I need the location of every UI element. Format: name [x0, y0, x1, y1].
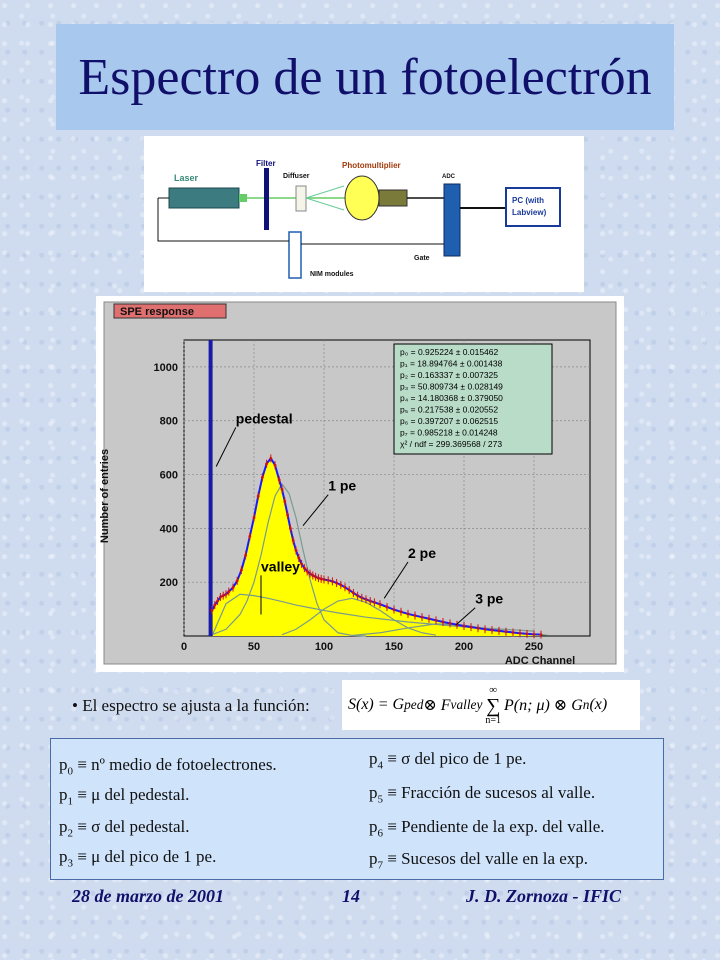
- y-tick-label: 400: [159, 523, 178, 536]
- pedestal-spike: [209, 340, 213, 636]
- sum-sign: ∑: [486, 694, 501, 717]
- param-p2: $p_2 \equiv \sigma$ del pedestal.: [59, 817, 190, 840]
- data-point: [236, 579, 239, 582]
- param-p0: $p_0$ ≡ nº medio de fotoelectrones.: [59, 755, 277, 778]
- data-point: [309, 572, 312, 575]
- data-point: [352, 592, 355, 595]
- data-point: [519, 632, 522, 635]
- data-point: [449, 622, 452, 625]
- data-point: [222, 594, 225, 597]
- beam-spread-2: [306, 198, 344, 210]
- data-point: [261, 476, 264, 479]
- data-point: [300, 562, 303, 565]
- data-point: [414, 614, 417, 617]
- fit-param-line: p₀ = 0.925224 ± 0.015462: [400, 347, 499, 357]
- data-point: [274, 464, 277, 467]
- data-point: [339, 583, 342, 586]
- data-point: [286, 514, 289, 517]
- diffuser-label: Diffuser: [283, 173, 310, 180]
- x-tick-label: 100: [314, 641, 334, 653]
- data-point: [344, 586, 347, 589]
- laser-box: [169, 188, 239, 208]
- data-point: [295, 549, 298, 552]
- annotation-label: pedestal: [235, 410, 293, 427]
- data-point: [240, 569, 243, 572]
- data-point: [219, 596, 222, 599]
- x-tick-label: 250: [524, 641, 544, 653]
- param-p3: $p_3 \equiv \mu$ del pico de 1 pe.: [59, 847, 217, 870]
- fit-param-line: p₂ = 0.163337 ± 0.007325: [400, 370, 499, 380]
- data-point: [283, 500, 286, 503]
- data-point: [505, 630, 508, 633]
- footer-author: J. D. Zornoza - IFIC: [466, 886, 622, 906]
- setup-diagram: [144, 136, 584, 292]
- pc-label-2: Labview): [512, 208, 547, 217]
- nim-module: [289, 232, 301, 278]
- pc-box: [506, 188, 560, 226]
- data-point: [407, 613, 410, 616]
- formula-rhs: P(n; μ) ⊗ G: [504, 697, 583, 714]
- data-point: [213, 604, 216, 607]
- y-tick-label: 800: [159, 415, 178, 428]
- data-point: [348, 589, 351, 592]
- data-point: [320, 578, 323, 581]
- pmt-window: [345, 176, 379, 220]
- data-point: [269, 457, 272, 460]
- beam-spread-1: [306, 186, 344, 198]
- data-point: [484, 628, 487, 631]
- data-point: [306, 570, 309, 573]
- data-point: [356, 594, 359, 597]
- nim-label: NIM modules: [310, 271, 354, 278]
- fit-params: [400, 347, 503, 449]
- data-point: [281, 488, 284, 491]
- data-point: [421, 616, 424, 619]
- diffuser: [296, 186, 306, 211]
- x-axis-label: ADC Channel: [504, 655, 576, 667]
- data-point: [289, 527, 292, 530]
- data-point: [393, 608, 396, 611]
- data-point: [428, 617, 431, 620]
- data-point: [244, 554, 247, 557]
- param-p1: $p_1 \equiv \mu$ del pedestal.: [59, 785, 190, 808]
- x-tick-label: 150: [384, 641, 404, 653]
- annotation-label: 3 pe: [475, 590, 504, 607]
- filter-label: Filter: [256, 159, 276, 168]
- laser-label: Laser: [174, 173, 199, 183]
- y-tick-label: 200: [159, 577, 178, 590]
- data-point: [512, 631, 515, 634]
- x-tick-label: 200: [454, 641, 474, 653]
- formula-sum: [485, 685, 501, 726]
- param-p6: $p_6$ ≡ Pendiente de la exp. del valle.: [369, 817, 605, 840]
- data-point: [317, 577, 320, 580]
- data-point: [369, 600, 372, 603]
- pmt-label: Photomultiplier: [342, 161, 401, 170]
- footer-date: 28 de marzo de 2001: [72, 886, 224, 906]
- setup-svg: [144, 136, 584, 292]
- data-point: [211, 609, 214, 612]
- title-banner: [56, 24, 674, 130]
- fit-param-line: p₇ = 0.985218 ± 0.014248: [400, 427, 498, 438]
- laser-aperture: [239, 194, 247, 202]
- data-point: [400, 610, 403, 613]
- data-point: [331, 580, 334, 583]
- data-point: [227, 590, 230, 593]
- formula-lhs: S(x) = G: [348, 696, 405, 713]
- data-point: [292, 539, 295, 542]
- data-point: [360, 596, 363, 599]
- data-point: [311, 574, 314, 577]
- y-axis-label: Number of entries: [99, 448, 111, 544]
- fit-param-line: p₆ = 0.397207 ± 0.062515: [400, 416, 499, 426]
- y-tick-label: 1000: [153, 361, 178, 374]
- data-point: [303, 567, 306, 570]
- footer-page: 14: [342, 886, 360, 906]
- data-point: [442, 621, 445, 624]
- sum-bottom: n=1: [485, 714, 502, 726]
- data-point: [533, 633, 536, 636]
- spe-chart-svg: [96, 296, 624, 672]
- adc-box: [444, 184, 460, 256]
- data-point: [386, 606, 389, 609]
- y-tick-label: 600: [159, 469, 178, 482]
- data-point: [232, 586, 235, 589]
- data-point: [470, 626, 473, 629]
- data-point: [435, 619, 438, 622]
- data-point: [477, 627, 480, 630]
- data-point: [225, 593, 228, 596]
- data-point: [498, 629, 501, 632]
- formula-valley: valley: [450, 697, 483, 712]
- x-tick-label: 50: [247, 641, 261, 653]
- pmt-body: [379, 190, 407, 206]
- data-point: [265, 462, 268, 465]
- data-point: [491, 629, 494, 632]
- data-point: [278, 479, 281, 482]
- formula-n: n: [582, 697, 590, 712]
- data-point: [526, 632, 529, 635]
- data-point: [248, 535, 251, 538]
- data-point: [253, 516, 256, 519]
- fit-param-line: p₁ = 18.894764 ± 0.001438: [400, 358, 503, 369]
- data-point: [463, 625, 466, 628]
- annotation-label: valley: [261, 558, 300, 575]
- adc-label: ADC: [442, 174, 455, 180]
- data-point: [373, 601, 376, 604]
- formula-f: ⊗ F: [423, 697, 451, 714]
- fit-param-line: p₃ = 50.809734 ± 0.028149: [400, 381, 503, 392]
- data-point: [365, 598, 368, 601]
- param-p7: $p_7$ ≡ Sucesos del valle en la exp.: [369, 849, 589, 872]
- formula-intro: • El espectro se ajusta a la función:: [72, 696, 310, 715]
- chart-title: SPE response: [120, 306, 194, 318]
- gate-label: Gate: [414, 255, 430, 262]
- fit-formula: [342, 680, 640, 730]
- param-p5: $p_5$ ≡ Fracción de sucesos al valle.: [369, 783, 596, 806]
- data-point: [257, 495, 260, 498]
- fit-param-line: χ² / ndf = 299.369568 / 273: [400, 439, 503, 449]
- data-point: [327, 579, 330, 582]
- parameters-box: [50, 738, 664, 880]
- annotation-label: 1 pe: [328, 477, 357, 494]
- data-point: [323, 578, 326, 581]
- data-point: [540, 633, 543, 636]
- data-point: [314, 575, 317, 578]
- formula-end: (x): [589, 696, 608, 713]
- sum-top: ∞: [489, 683, 498, 696]
- fit-param-line: p₄ = 14.180368 ± 0.379050: [400, 393, 503, 403]
- fit-param-line: p₅ = 0.217538 ± 0.020552: [400, 404, 499, 415]
- data-point: [335, 582, 338, 585]
- pc-label: PC (with: [512, 196, 544, 205]
- data-point: [216, 600, 219, 603]
- spe-chart: [96, 296, 624, 672]
- annotation-label: 2 pe: [408, 544, 437, 561]
- param-p4: $p_4 \equiv \sigma$ del pico de 1 pe.: [369, 749, 527, 772]
- data-point: [379, 603, 382, 606]
- slide-title: Espectro de un fotoelectrón: [78, 48, 652, 106]
- formula-ped: ped: [404, 697, 424, 712]
- filter-plate: [264, 168, 269, 230]
- x-tick-label: 0: [180, 641, 188, 653]
